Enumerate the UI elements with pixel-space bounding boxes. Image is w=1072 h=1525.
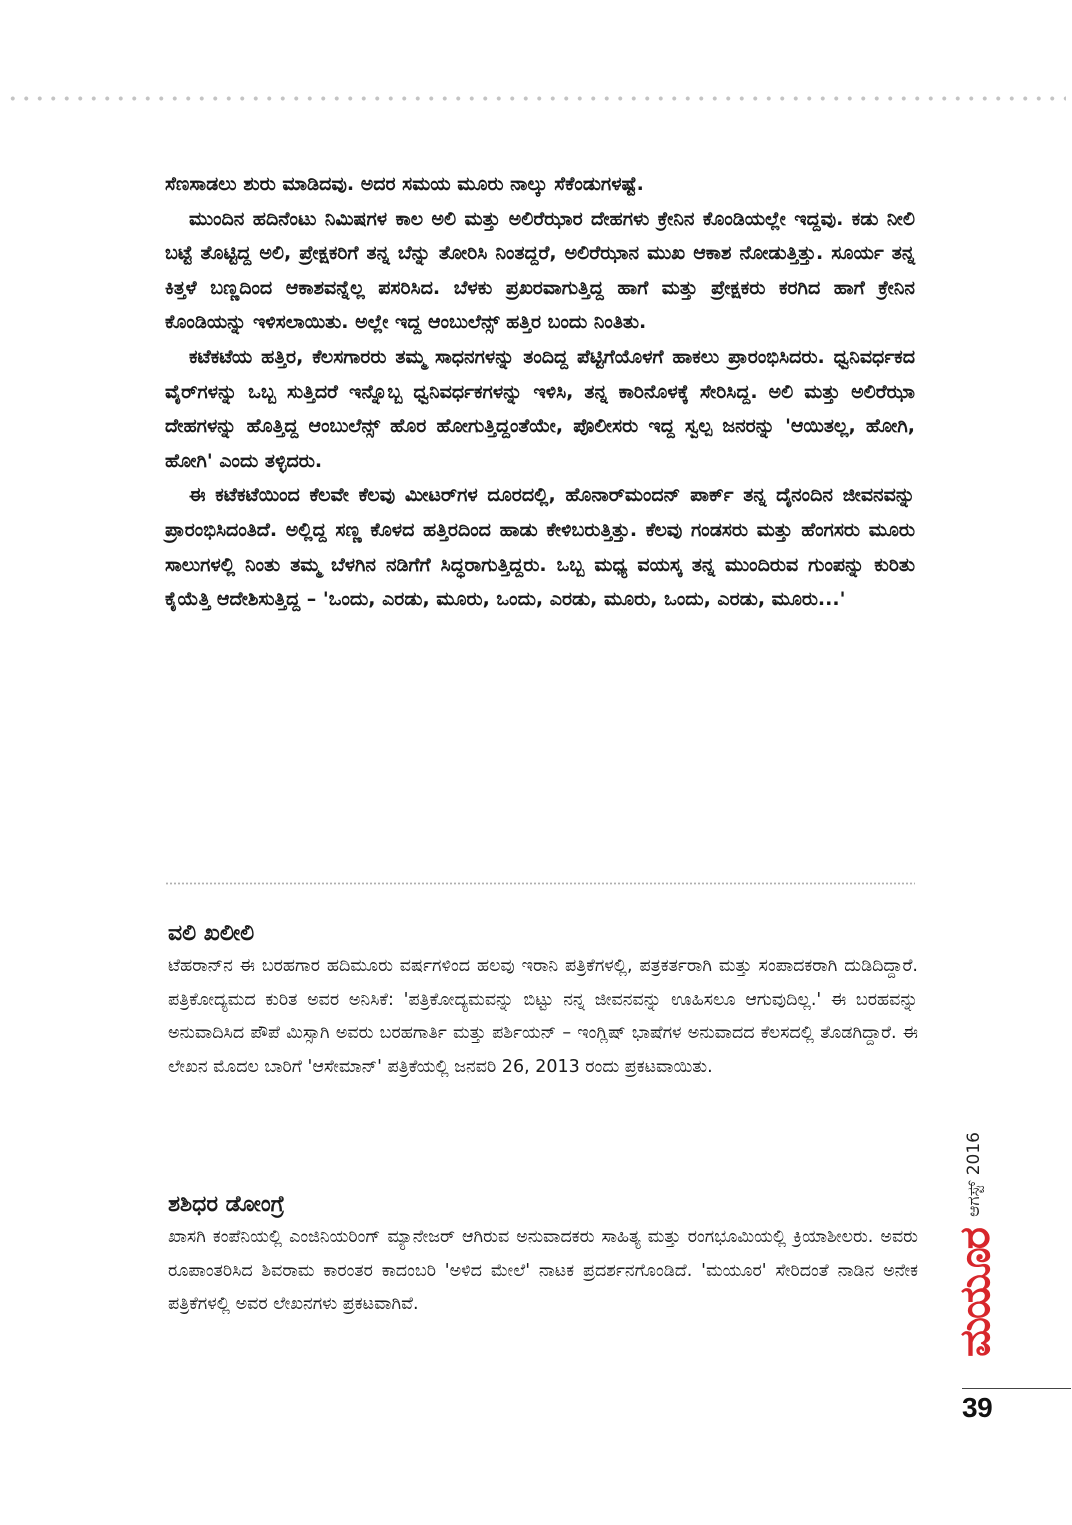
- page-number: 39: [962, 1392, 993, 1423]
- author-bio: [168, 918, 918, 1084]
- page-number-rule: [962, 1388, 1071, 1389]
- story-paragraph: ಸೆಣಸಾಡಲು ಶುರು ಮಾಡಿದವು. ಅದರ ಸಮಯ ಮೂರು ನಾಲ್ಕು ಸೆಕೆಂಡುಗಳಷ್ಟೆ.: [165, 173, 644, 195]
- magazine-logo: [952, 1226, 998, 1360]
- story-paragraph: ಕಟೆಕಟೆಯ ಹತ್ತಿರ, ಕೆಲಸಗಾರರು ತಮ್ಮ ಸಾಧನಗಳನ್ನು ತಂದಿದ್ದ ಪೆಟ್ಟಿಗೆಯೊಳಗೆ ಹಾಕಲು ಪ್ರಾರಂಭಿಸಿದರು. ಧ್ವನಿವರ್ಧಕದ ವೈರ್‌ಗಳನ್ನು ಒಬ್ಬ ಸುತ್ತಿದರೆ ಇನ್ನೊಬ್ಬ ಧ್ವನಿವರ್ಧಕಗಳನ್ನು ಇಳಿಸಿ, ತನ್ನ ಕಾರಿನೊಳಕ್ಕೆ ಸೇರಿಸಿದ್ದ. ಅಲಿ ಮತ್ತು ಅಲಿರೆಝಾ ದೇಹಗಳನ್ನು ಹೊತ್ತಿದ್ದ ಆಂಬುಲೆನ್ಸ್ ಹೊರ ಹೋಗುತ್ತಿದ್ದಂತೆಯೇ, ಪೊಲೀಸರು ಇದ್ದ ಸ್ವಲ್ಪ ಜನರನ್ನು 'ಆಯಿತಲ್ಲ, ಹೋಗಿ, ಹೋಗಿ' ಎಂದು ತಳ್ಳಿದರು.: [165, 345, 915, 472]
- author-name: ವಲಿ ಖಲೀಲಿ: [168, 921, 255, 946]
- story-text: [165, 167, 915, 617]
- section-divider: [165, 882, 915, 885]
- top-dotted-rule: [6, 96, 1066, 101]
- translator-name: ಶಶಿಧರ ಡೋಂಗ್ರೆ: [168, 1192, 285, 1217]
- magazine-name: ಮಯೂರ: [950, 1229, 999, 1357]
- author-description: ಟೆಹರಾನ್‌ನ ಈ ಬರಹಗಾರ ಹದಿಮೂರು ವರ್ಷಗಳಿಂದ ಹಲವು ಇರಾನಿ ಪತ್ರಿಕೆಗಳಲ್ಲಿ, ಪತ್ರಕರ್ತರಾಗಿ ಮತ್ತು ಸಂಪಾದಕರಾಗಿ ದುಡಿದಿದ್ದಾರೆ. ಪತ್ರಿಕೋದ್ಯಮದ ಕುರಿತ ಅವರ ಅನಿಸಿಕೆ: 'ಪತ್ರಿಕೋದ್ಯಮವನ್ನು ಬಿಟ್ಟು ನನ್ನ ಜೀವನವನ್ನು ಊಹಿಸಲೂ ಆಗುವುದಿಲ್ಲ.' ಈ ಬರಹವನ್ನು ಅನುವಾದಿಸಿದ ಪೌಪೆ ಮಿಸ್ಸಾಗಿ ಅವರು ಬರಹಗಾರ್ತಿ ಮತ್ತು ಪರ್ಶಿಯನ್ – ಇಂಗ್ಲಿಷ್ ಭಾಷೆಗಳ ಅನುವಾದದ ಕೆಲಸದಲ್ಲಿ ತೊಡಗಿದ್ದಾರೆ. ಈ ಲೇಖನ ಮೊದಲ ಬಾರಿಗೆ 'ಆಸೇಮಾನ್' ಪತ್ರಿಕೆಯಲ್ಲಿ ಜನವರಿ 26, 2013 ರಂದು ಪ್ರಕಟವಾಯಿತು.: [168, 956, 918, 1077]
- magazine-sidebar: [952, 1128, 1000, 1364]
- issue-date: ಆಗಸ್ಟ್ 2016: [964, 1132, 984, 1217]
- translator-description: ಖಾಸಗಿ ಕಂಪೆನಿಯಲ್ಲಿ ಎಂಜಿನಿಯರಿಂಗ್ ಮ್ಯಾನೇಜರ್ ಆಗಿರುವ ಅನುವಾದಕರು ಸಾಹಿತ್ಯ ಮತ್ತು ರಂಗಭೂಮಿಯಲ್ಲಿ ಕ್ರಿಯಾಶೀಲರು. ಅವರು ರೂಪಾಂತರಿಸಿದ ಶಿವರಾಮ ಕಾರಂತರ ಕಾದಂಬರಿ 'ಅಳಿದ ಮೇಲೆ' ನಾಟಕ ಪ್ರದರ್ಶನಗೊಂಡಿದೆ. 'ಮಯೂರ' ಸೇರಿದಂತೆ ನಾಡಿನ ಅನೇಕ ಪತ್ರಿಕೆಗಳಲ್ಲಿ ಅವರ ಲೇಖನಗಳು ಪ್ರಕಟವಾಗಿವೆ.: [168, 1227, 918, 1314]
- story-paragraph: ಮುಂದಿನ ಹದಿನೆಂಟು ನಿಮಿಷಗಳ ಕಾಲ ಅಲಿ ಮತ್ತು ಅಲಿರೆಝಾರ ದೇಹಗಳು ಕ್ರೇನಿನ ಕೊಂಡಿಯಲ್ಲೇ ಇದ್ದವು. ಕಡು ನೀಲಿ ಬಟ್ಟೆ ತೊಟ್ಟಿದ್ದ ಅಲಿ, ಪ್ರೇಕ್ಷಕರಿಗೆ ತನ್ನ ಬೆನ್ನು ತೋರಿಸಿ ನಿಂತದ್ದರೆ, ಅಲಿರೆಝಾನ ಮುಖ ಆಕಾಶ ನೋಡುತ್ತಿತ್ತು. ಸೂರ್ಯ ತನ್ನ ಕಿತ್ತಳೆ ಬಣ್ಣದಿಂದ ಆಕಾಶವನ್ನೆಲ್ಲ ಪಸರಿಸಿದ. ಬೆಳಕು ಪ್ರಖರವಾಗುತ್ತಿದ್ದ ಹಾಗೆ ಮತ್ತು ಪ್ರೇಕ್ಷಕರು ಕರಗಿದ ಹಾಗೆ ಕ್ರೇನಿನ ಕೊಂಡಿಯನ್ನು ಇಳಿಸಲಾಯಿತು. ಅಲ್ಲೇ ಇದ್ದ ಆಂಬುಲೆನ್ಸ್ ಹತ್ತಿರ ಬಂದು ನಿಂತಿತು.: [165, 207, 915, 334]
- story-paragraph: ಈ ಕಟೆಕಟೆಯಿಂದ ಕೆಲವೇ ಕೆಲವು ಮೀಟರ್‌ಗಳ ದೂರದಲ್ಲಿ, ಹೊನಾರ್‌ಮಂದನ್ ಪಾರ್ಕ್ ತನ್ನ ದೈನಂದಿನ ಜೀವನವನ್ನು ಪ್ರಾರಂಭಿಸಿದಂತಿದೆ. ಅಲ್ಲಿದ್ದ ಸಣ್ಣ ಕೊಳದ ಹತ್ತಿರದಿಂದ ಹಾಡು ಕೇಳಿಬರುತ್ತಿತ್ತು. ಕೆಲವು ಗಂಡಸರು ಮತ್ತು ಹೆಂಗಸರು ಮೂರು ಸಾಲುಗಳಲ್ಲಿ ನಿಂತು ತಮ್ಮ ಬೆಳಗಿನ ನಡಿಗೆಗೆ ಸಿದ್ಧರಾಗುತ್ತಿದ್ದರು. ಒಬ್ಬ ಮಧ್ಯ ವಯಸ್ಕ ತನ್ನ ಮುಂದಿರುವ ಗುಂಪನ್ನು ಕುರಿತು ಕೈಯೆತ್ತಿ ಆದೇಶಿಸುತ್ತಿದ್ದ – 'ಒಂದು, ಎರಡು, ಮೂರು, ಒಂದು, ಎರಡು, ಮೂರು, ಒಂದು, ಎರಡು, ಮೂರು...': [165, 484, 915, 611]
- translator-bio: [168, 1189, 918, 1322]
